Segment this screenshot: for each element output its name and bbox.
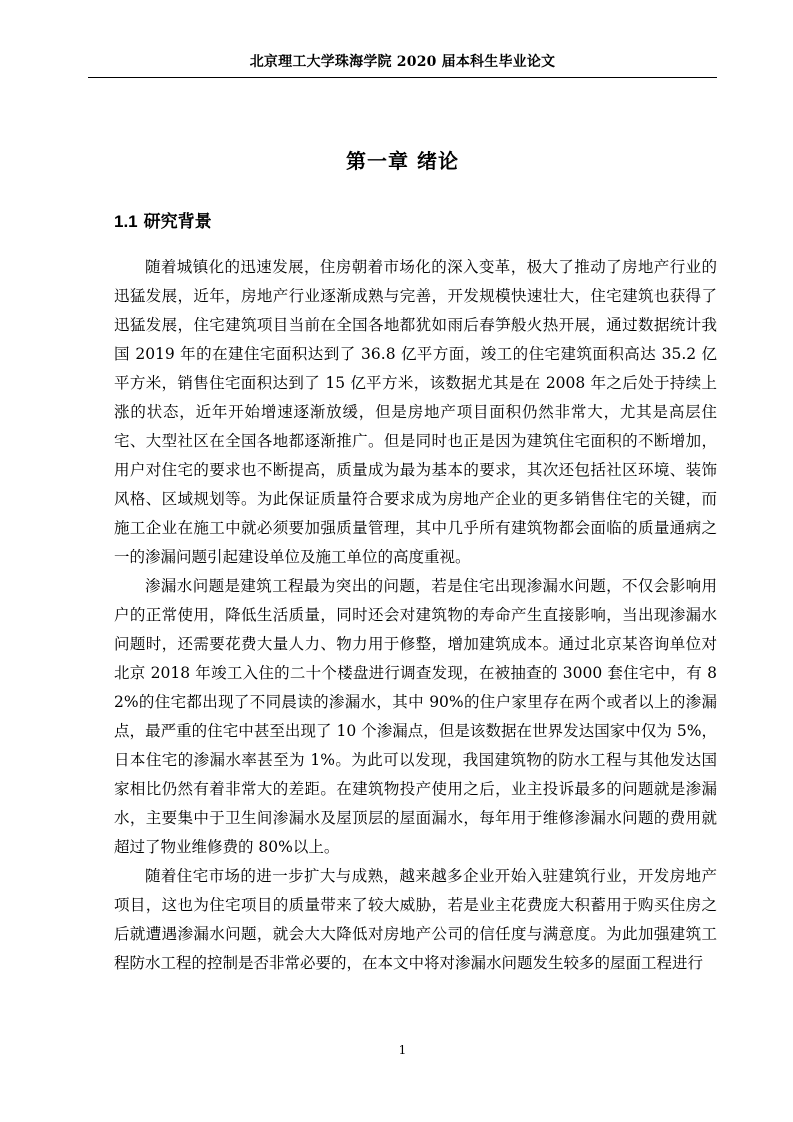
header-rule	[88, 77, 717, 78]
running-header: 北京理工大学珠海学院 2020 届本科生毕业论文	[249, 54, 556, 70]
section-heading	[114, 212, 212, 232]
page-number: 1	[398, 1043, 407, 1057]
paragraph-3: 随着住宅市场的进一步扩大与成熟，越来越多企业开始入驻建筑行业，开发房地产项目，这也为住宅项目的质量带来了较大威胁，若是业主花费庞大积蓄用于购买住房之后就遭遇渗漏水问题，就会大大降低对房地产公司的信任度与满意度。为此加强建筑工程防水工程的控制是否非常必要的，在本文中将对渗漏水问题发生较多的屋面工程进行	[114, 867, 717, 972]
body-text	[114, 253, 717, 978]
chapter-title: 第一章 绪论	[346, 149, 459, 173]
paragraph-2: 渗漏水问题是建筑工程最为突出的问题，若是住宅出现渗漏水问题，不仅会影响用户的正常使用，降低生活质量，同时还会对建筑物的寿命产生直接影响，当出现渗漏水问题时，还需要花费大量人力、物力用于修整，增加建筑成本。通过北京某咨询单位对北京 2018 年竣工入住的二十个楼盘进行调查发现，在被抽查的 3000 套住宅中，有 82%的住宅都出现了不同晨读的渗漏水，其中 90%的住户家里存在两个或者以上的渗漏点，最严重的住宅中甚至出现了 10 个渗漏点，但是该数据在世界发达国家中仅为 5%，日本住宅的渗漏水率甚至为 1%。为此可以发现，我国建筑物的防水工程与其他发达国家相比仍然有着非常大的差距。在建筑物投产使用之后，业主投诉最多的问题就是渗漏水，主要集中于卫生间渗漏水及屋顶层的屋面漏水，每年用于维修渗漏水问题的费用就超过了物业维修费的 80%以上。	[114, 577, 717, 856]
section-number: 1.1	[114, 212, 138, 231]
paragraph-1: 随着城镇化的迅速发展，住房朝着市场化的深入变革，极大了推动了房地产行业的迅猛发展，近年，房地产行业逐渐成熟与完善，开发规模快速壮大，住宅建筑也获得了迅猛发展，住宅建筑项目当前在全国各地都犹如雨后春笋般火热开展，通过数据统计我国 2019 年的在建住宅面积达到了 36.8 亿平方面，竣工的住宅建筑面积高达 35.2 亿平方米，销售住宅面积达到了 15 亿平方米，该数据尤其是在 2008 年之后处于持续上涨的状态，近年开始增速逐渐放缓，但是房地产项目面积仍然非常大，尤其是高层住宅、大型社区在全国各地都逐渐推广。但是同时也正是因为建筑住宅面积的不断增加，用户对住宅的要求也不断提高，质量成为最为基本的要求，其次还包括社区环境、装饰风格、区域规划等。为此保证质量符合要求成为房地产企业的更多销售住宅的关键，而施工企业在施工中就必须要加强质量管理，其中几乎所有建筑物都会面临的质量通病之一的渗漏问题引起建设单位及施工单位的高度重视。	[114, 258, 717, 566]
section-title: 研究背景	[143, 212, 212, 232]
